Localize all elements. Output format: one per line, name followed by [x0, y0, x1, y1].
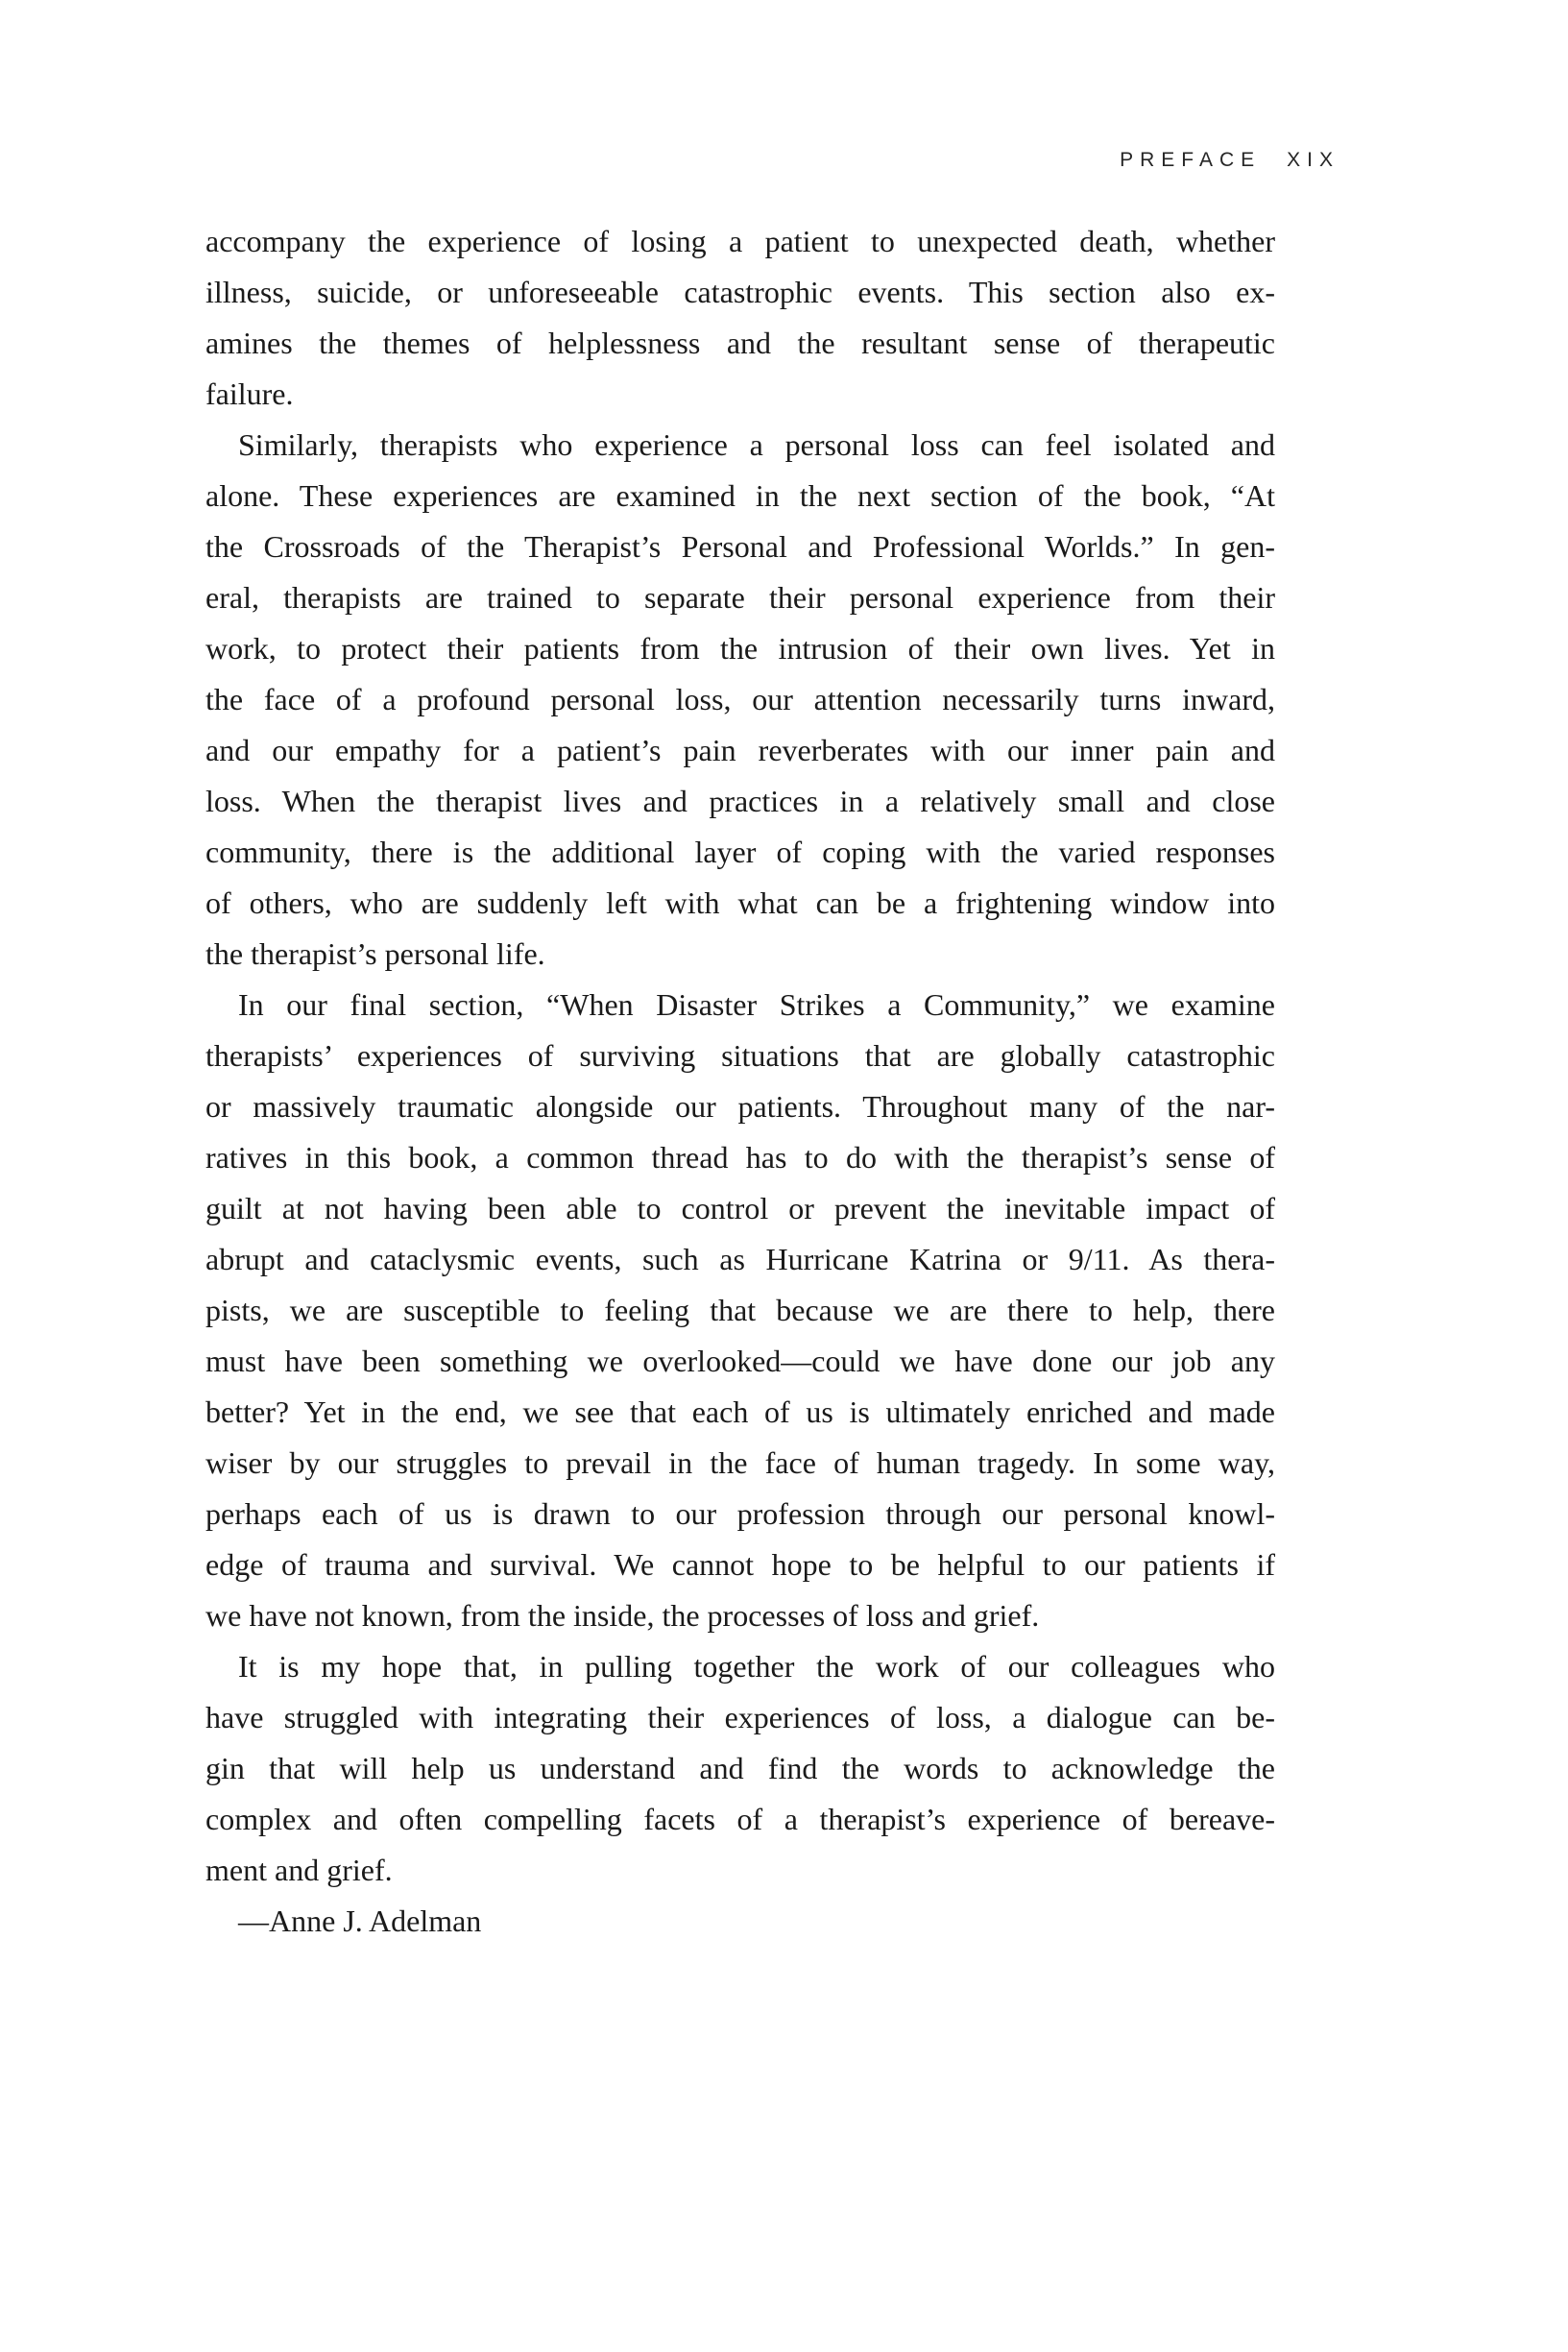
text-line: perhaps each of us is drawn to our profession through our personal knowl-	[205, 1496, 1275, 1531]
text-line: illness, suicide, or unforeseeable catastrophic events. This section also ex-	[205, 275, 1275, 309]
text-line: better? Yet in the end, we see that each of us is ultimately enriched and made	[205, 1394, 1275, 1429]
text-line: gin that will help us understand and find the words to acknowledge the	[205, 1751, 1275, 1785]
text-line: the face of a profound personal loss, our attention necessarily turns inward,	[205, 682, 1275, 716]
text-line: alone. These experiences are examined in the next section of the book, “At	[205, 478, 1275, 513]
text-line: complex and often compelling facets of a therapist’s experience of bereave-	[205, 1802, 1275, 1836]
text-line: amines the themes of helplessness and the resultant sense of therapeutic	[205, 326, 1275, 360]
text-line: pists, we are susceptible to feeling that because we are there to help, there	[205, 1293, 1275, 1327]
text-line: Similarly, therapists who experience a personal loss can feel isolated and	[238, 427, 1275, 462]
paragraph-closing-hope	[205, 1641, 1275, 1896]
text-line: eral, therapists are trained to separate their personal experience from their	[205, 580, 1275, 615]
text-block	[205, 216, 1275, 1947]
text-line: ratives in this book, a common thread has to do with the therapist’s sense of	[205, 1140, 1275, 1175]
text-line: must have been something we overlooked—could we have done our job any	[205, 1344, 1275, 1378]
text-line: or massively traumatic alongside our patients. Throughout many of the nar-	[205, 1089, 1275, 1124]
text-line: failure.	[205, 376, 294, 411]
text-line: abrupt and cataclysmic events, such as Hurricane Katrina or 9/11. As thera-	[205, 1242, 1275, 1276]
text-line: loss. When the therapist lives and practices in a relatively small and close	[205, 784, 1275, 818]
page-number: XIX	[1287, 149, 1339, 171]
paragraph-personal-loss	[205, 420, 1275, 980]
text-line: —Anne J. Adelman	[238, 1903, 482, 1938]
text-line: work, to protect their patients from the intrusion of their own lives. Yet in	[205, 631, 1275, 666]
text-line: the Crossroads of the Therapist’s Personal and Professional Worlds.” In gen-	[205, 529, 1275, 564]
paragraph-continuation	[205, 216, 1275, 420]
running-header-section: PREFACE	[1120, 149, 1262, 171]
text-line: community, there is the additional layer of coping with the varied responses	[205, 835, 1275, 869]
text-line: we have not known, from the inside, the processes of loss and grief.	[205, 1598, 1040, 1633]
text-line: edge of trauma and survival. We cannot hope to be helpful to our patients if	[205, 1547, 1275, 1582]
text-line: wiser by our struggles to prevail in the face of human tragedy. In some way,	[205, 1445, 1275, 1480]
paragraph-signature	[205, 1896, 1275, 1947]
text-line: the therapist’s personal life.	[205, 936, 545, 971]
text-line: It is my hope that, in pulling together the work of our colleagues who	[238, 1649, 1275, 1684]
text-line: therapists’ experiences of surviving situations that are globally catastrophic	[205, 1038, 1275, 1073]
running-header	[1120, 149, 1339, 172]
paragraph-disaster-community	[205, 980, 1275, 1641]
text-line: ment and grief.	[205, 1853, 393, 1887]
text-line: have struggled with integrating their experiences of loss, a dialogue can be-	[205, 1700, 1275, 1734]
text-line: of others, who are suddenly left with what can be a frightening window into	[205, 885, 1275, 920]
text-line: and our empathy for a patient’s pain reverberates with our inner pain and	[205, 733, 1275, 767]
text-line: accompany the experience of losing a patient to unexpected death, whether	[205, 224, 1275, 258]
text-line: guilt at not having been able to control or prevent the inevitable impact of	[205, 1191, 1275, 1225]
text-line: In our final section, “When Disaster Strikes a Community,” we examine	[238, 987, 1275, 1022]
